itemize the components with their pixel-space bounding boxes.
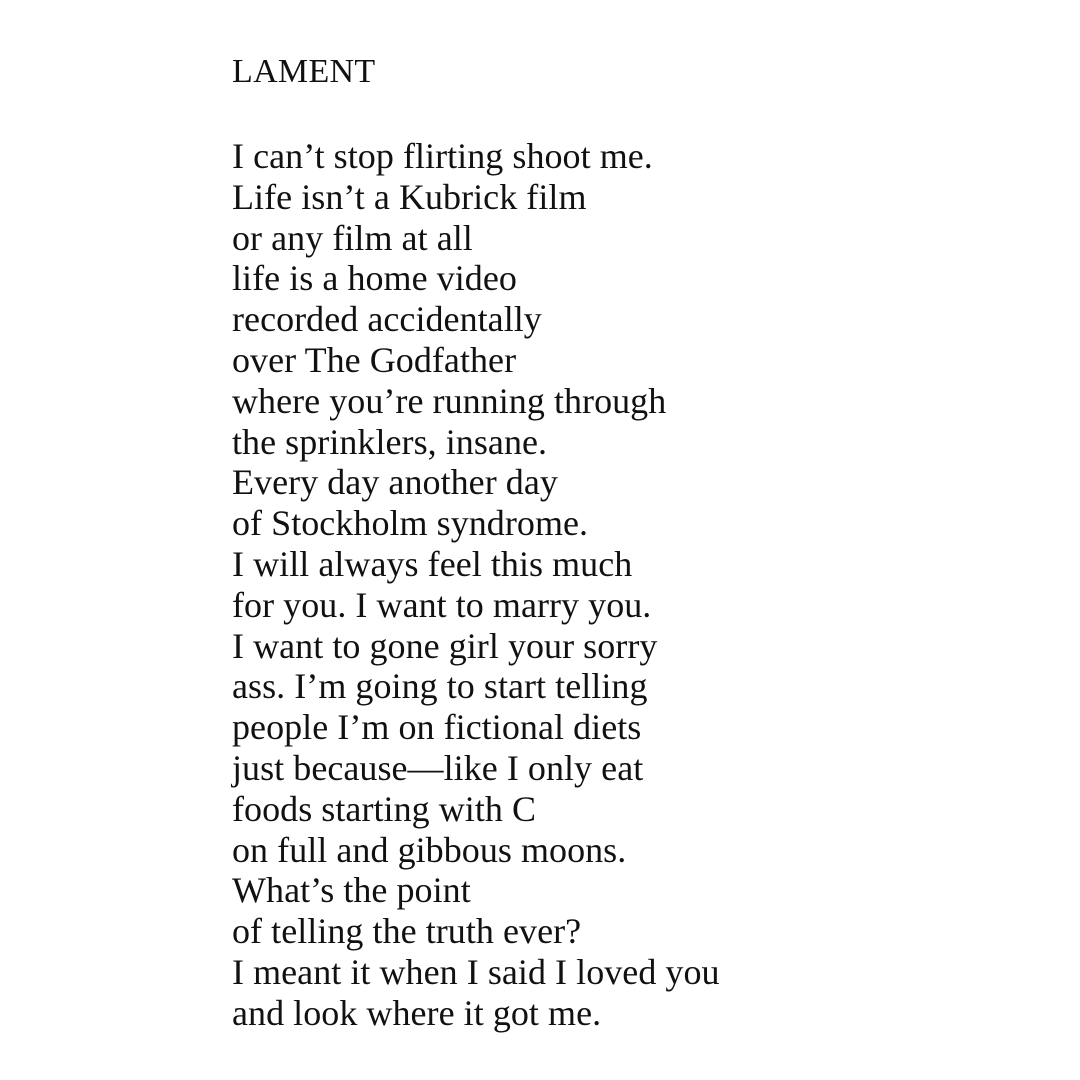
poem-line: over The Godfather xyxy=(232,339,517,380)
poem-line: people I’m on fictional diets xyxy=(232,707,642,748)
poem-block xyxy=(232,50,1052,1033)
poem-line: What’s the point xyxy=(232,870,471,911)
poem-line: foods starting with C xyxy=(232,788,537,829)
poem-line: the sprinklers, insane. xyxy=(232,421,548,462)
poem-line: Every day another day xyxy=(232,462,558,503)
poem-line: for you. I want to marry you. xyxy=(232,584,652,625)
poem-line: on full and gibbous moons. xyxy=(232,829,627,870)
poem-line: where you’re running through xyxy=(232,380,667,421)
poem-line: Life isn’t a Kubrick film xyxy=(232,176,587,217)
poem-line: life is a home video xyxy=(232,258,517,299)
poem-line: I want to gone girl your sorry xyxy=(232,625,658,666)
poem-line: of telling the truth ever? xyxy=(232,911,582,952)
poem-lines xyxy=(232,136,720,1034)
poem-line: and look where it got me. xyxy=(232,992,602,1033)
poem-line: I can’t stop flirting shoot me. xyxy=(232,136,653,176)
poem-line: ass. I’m going to start telling xyxy=(232,666,648,707)
poem-line: recorded accidentally xyxy=(232,299,542,340)
poem-line: or any film at all xyxy=(232,217,473,258)
poem-line: I meant it when I said I loved you xyxy=(232,951,720,992)
poem-line: I will always feel this much xyxy=(232,543,633,584)
poem-title: LAMENT xyxy=(232,53,376,90)
poem-line: just because—like I only eat xyxy=(232,747,644,788)
poem-line: of Stockholm syndrome. xyxy=(232,503,589,544)
